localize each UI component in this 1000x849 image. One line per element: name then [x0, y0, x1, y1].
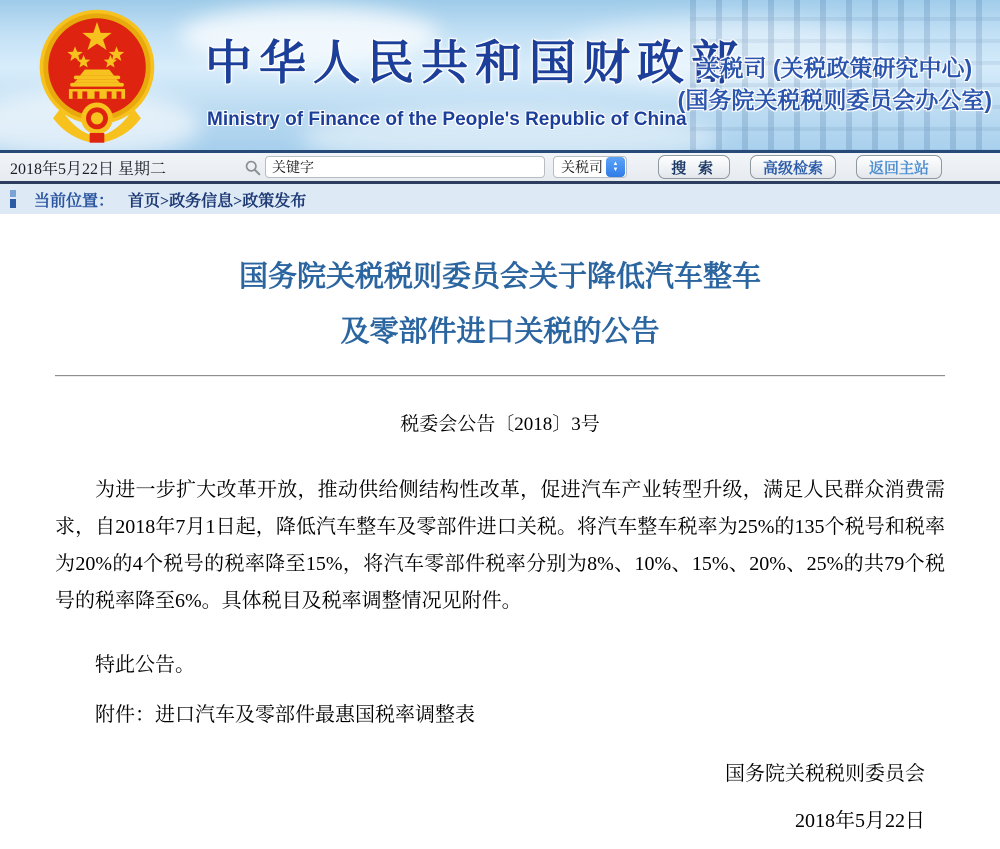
department-line2: (国务院关税税则委员会办公室): [677, 87, 992, 113]
article: [0, 250, 1000, 833]
search-scope-select[interactable]: [553, 156, 627, 178]
search-area: [244, 156, 627, 178]
document-number: 税委会公告〔2018〕3号: [400, 414, 600, 435]
search-button-label: 搜 索: [671, 160, 717, 177]
current-date: 2018年5月22日 星期二: [10, 160, 167, 178]
signature-organization: 国务院关税税则委员会: [725, 763, 925, 785]
signature-date: 2018年5月22日: [795, 810, 925, 832]
return-home-button[interactable]: [856, 155, 942, 179]
national-emblem-icon: [36, 6, 158, 149]
toolbar-buttons: [658, 155, 990, 179]
article-closing: 特此公告。: [95, 654, 195, 676]
article-title: [55, 250, 945, 360]
search-scope-value: 关税司: [561, 161, 604, 176]
article-attachment: 附件：进口汽车及零部件最惠国税率调整表: [95, 704, 475, 726]
article-paragraph: 为进一步扩大改革开放，推动供给侧结构性改革，促进汽车产业转型升级，满足人民群众消费需求，自2018年7月1日起，降低汽车整车及零部件进口关税。将汽车整车税率为25%的135个税号和税率为20%的4个税号的税率降至15%，将汽车零部件税率分别为8%、10%、15%、20%、25%的共79个税号的税率降至6%。具体税目及税率调整情况见附件。: [55, 479, 945, 612]
article-title-line2: 及零部件进口关税的公告: [340, 316, 660, 348]
advanced-search-label: 高级检索: [762, 160, 823, 177]
search-icon: [244, 159, 261, 176]
site-banner: [0, 0, 1000, 153]
site-title-cn: 中华人民共和国财政部: [205, 36, 745, 89]
breadcrumb-marker-icon: [10, 190, 16, 208]
search-button[interactable]: [658, 155, 730, 179]
breadcrumb: [0, 184, 1000, 214]
return-home-label: 返回主站: [868, 160, 929, 177]
department-names: [678, 52, 992, 116]
article-title-line1: 国务院关税税则委员会关于降低汽车整车: [238, 261, 761, 293]
department-line1: 关税司 (关税政策研究中心): [697, 55, 973, 81]
search-input[interactable]: [265, 156, 545, 178]
breadcrumb-label: 当前位置：: [34, 192, 115, 210]
breadcrumb-path[interactable]: 首页>政务信息>政策发布: [128, 192, 307, 210]
title-divider: [55, 375, 945, 377]
article-body: [55, 472, 945, 734]
select-stepper-icon: ▲ ▼: [606, 157, 625, 177]
site-title-en: Ministry of Finance of the People's Republic of China: [207, 109, 687, 130]
search-toolbar: [0, 153, 1000, 184]
advanced-search-button[interactable]: [750, 155, 836, 179]
